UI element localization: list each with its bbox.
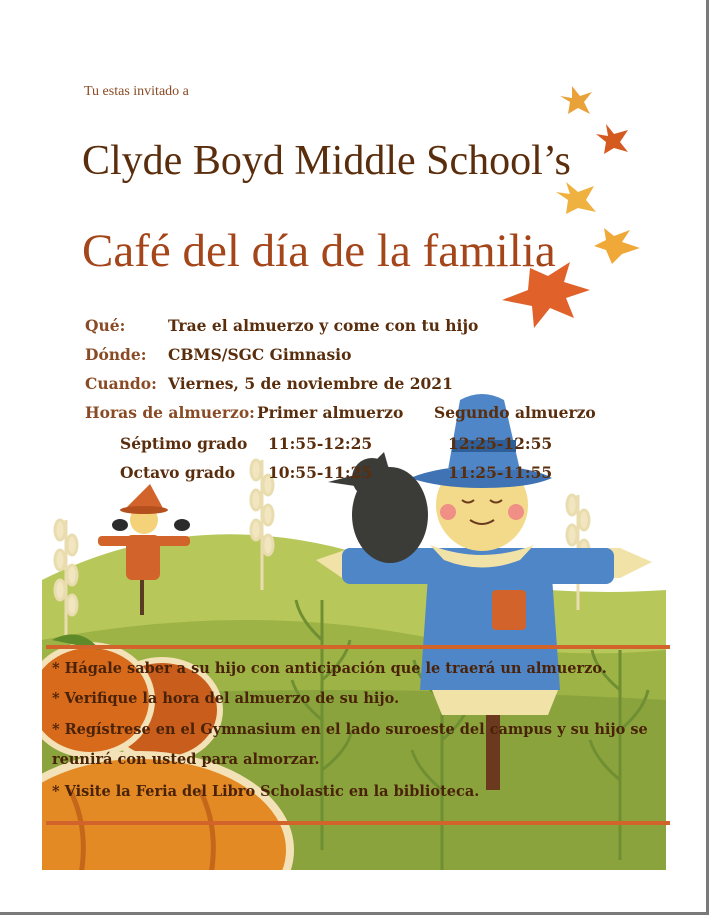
note-item: * Hágale saber a su hijo con anticipación que le traerá un almuerzo.: [52, 660, 607, 677]
where-value: CBMS/SGC Gimnasio: [168, 345, 352, 364]
event-title: Café del día de la familia: [82, 225, 556, 277]
schedule-grade: Séptimo grado: [120, 434, 248, 453]
schedule-grade: Octavo grado: [120, 463, 236, 482]
when-value: Viernes, 5 de noviembre de 2021: [168, 374, 453, 393]
autumn-leaves-icon: [502, 86, 640, 328]
schedule-first-time: 11:55-12:25: [268, 434, 373, 453]
schedule-second-time: 11:25-11:55: [448, 463, 553, 482]
school-name: Clyde Boyd Middle School’s: [82, 138, 571, 184]
schedule-second-time: 12:25-12:55: [448, 434, 553, 453]
what-value: Trae el almuerzo y come con tu hijo: [168, 316, 479, 335]
second-lunch-header: Segundo almuerzo: [434, 403, 596, 422]
schedule-first-time: 10:55-11:25: [268, 463, 373, 482]
when-label: Cuando:: [85, 374, 157, 393]
note-item: * Regístrese en el Gymnasium en el lado suroeste del campus y su hijo se: [52, 721, 648, 738]
note-item: * Verifique la hora del almuerzo de su hijo.: [52, 690, 400, 707]
lunch-hours-label: Horas de almuerzo:: [85, 403, 255, 422]
where-label: Dónde:: [85, 345, 147, 364]
note-item: reunirá con usted para almorzar.: [52, 751, 320, 768]
what-label: Qué:: [85, 316, 126, 335]
first-lunch-header: Primer almuerzo: [257, 403, 404, 422]
divider-bottom: [46, 821, 670, 825]
divider-top: [46, 645, 670, 649]
note-item: * Visite la Feria del Libro Scholastic en la biblioteca.: [52, 783, 480, 800]
intro-text: Tu estas invitado a: [84, 84, 189, 99]
